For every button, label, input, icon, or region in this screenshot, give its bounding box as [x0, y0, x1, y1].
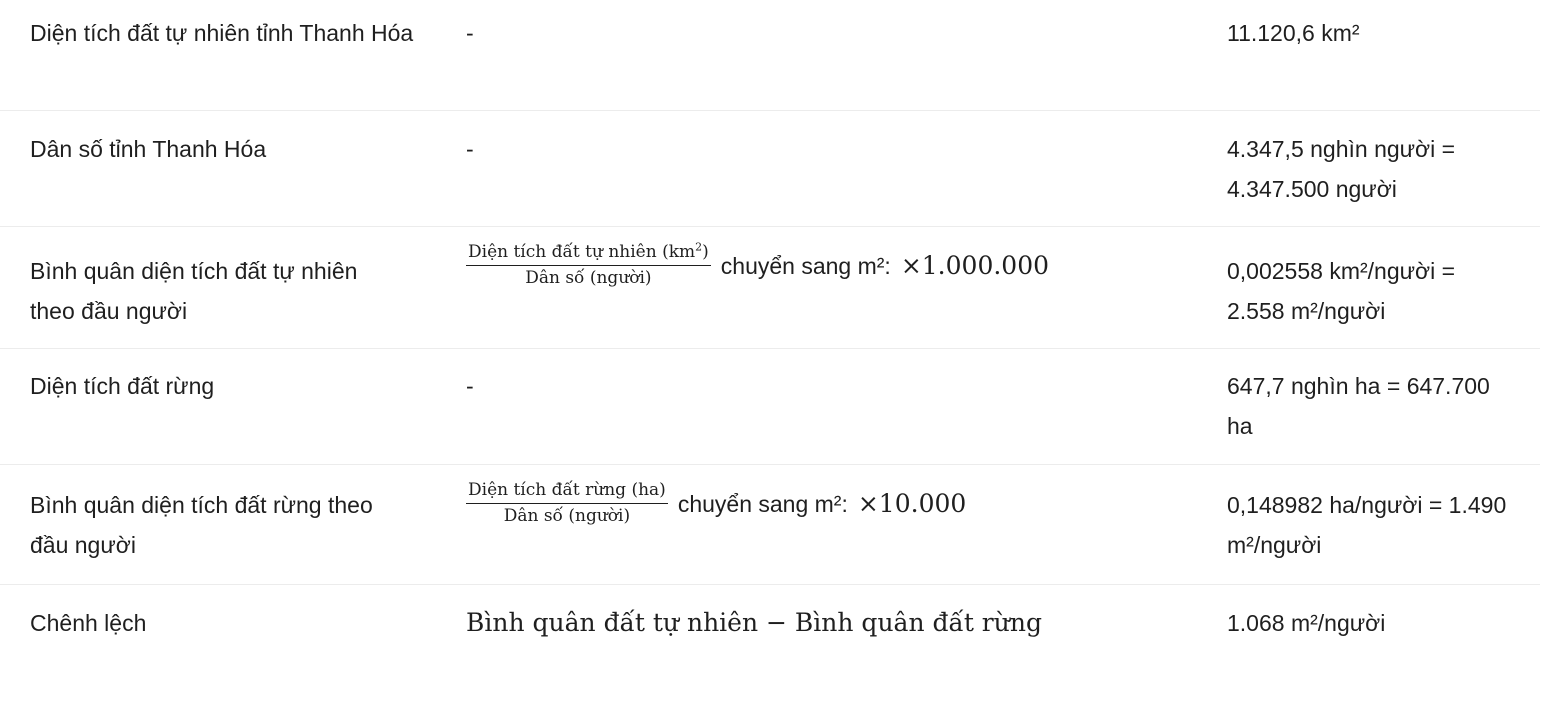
row-formula — [466, 480, 1206, 527]
row-value — [1227, 485, 1537, 565]
conversion-text: chuyển sang m²: — [720, 252, 891, 279]
value-line: ha — [1227, 413, 1253, 439]
value-line: 647,7 nghìn ha = 647.700 — [1227, 373, 1490, 399]
label-line: Bình quân diện tích đất rừng theo — [30, 492, 373, 518]
table-row — [0, 111, 1540, 227]
multiplier: ×10.000 — [857, 488, 967, 518]
value-line: m²/người — [1227, 532, 1322, 558]
value-line: 2.558 m²/người — [1227, 298, 1386, 324]
row-label — [30, 251, 430, 331]
row-label: Chênh lệch — [30, 610, 147, 636]
value-line: 0,002558 km²/người = — [1227, 258, 1456, 284]
conversion-text: chuyển sang m²: — [677, 490, 848, 517]
row-label — [30, 485, 430, 565]
fraction — [466, 242, 711, 289]
fraction-numerator: Diện tích đất tự nhiên $(km^2)$ — [466, 242, 711, 266]
table-row — [0, 349, 1540, 465]
row-value — [1227, 129, 1537, 209]
table-row — [0, 585, 1540, 700]
row-value: 1.068 m²/người — [1227, 610, 1386, 636]
table-row — [0, 0, 1540, 111]
value-line: 4.347.500 người — [1227, 176, 1397, 202]
row-value — [1227, 366, 1537, 446]
row-label: Diện tích đất rừng — [30, 373, 215, 399]
row-label: Dân số tỉnh Thanh Hóa — [30, 136, 267, 162]
row-label: Diện tích đất tự nhiên tỉnh Thanh Hóa — [30, 20, 414, 46]
value-line: 0,148982 ha/người = 1.490 — [1227, 492, 1507, 518]
table-row — [0, 227, 1540, 349]
fraction — [466, 480, 668, 527]
fraction-denominator: Dân số (người) — [503, 506, 631, 526]
row-formula — [466, 242, 1206, 289]
row-formula: Bình quân đất tự nhiên − Bình quân đất rừng — [466, 608, 1042, 637]
fraction-denominator: Dân số (người) — [525, 268, 652, 288]
label-line: đầu người — [30, 532, 136, 558]
row-value: 11.120,6 km² — [1227, 20, 1360, 46]
multiplier: ×1.000.000 — [900, 250, 1050, 280]
row-formula: - — [466, 136, 474, 162]
fraction-numerator: Diện tích đất rừng (ha) — [466, 480, 668, 504]
table-row — [0, 465, 1540, 585]
label-line: Bình quân diện tích đất tự nhiên — [30, 258, 358, 284]
label-line: theo đầu người — [30, 298, 188, 324]
row-value — [1227, 251, 1537, 331]
row-formula: - — [466, 373, 474, 399]
row-formula: - — [466, 20, 474, 46]
value-line: 4.347,5 nghìn người = — [1227, 136, 1456, 162]
